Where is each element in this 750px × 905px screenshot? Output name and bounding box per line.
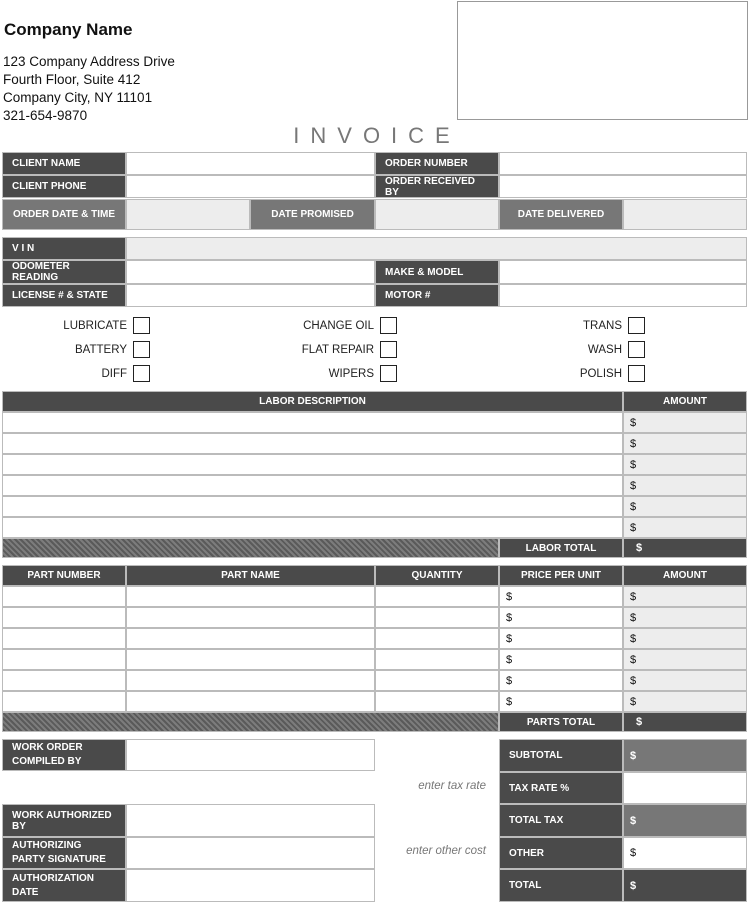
labor-description-cell[interactable] [2, 412, 623, 433]
part-number-cell[interactable] [2, 607, 126, 628]
license-state-field[interactable] [126, 284, 375, 307]
date-delivered-label: DATE DELIVERED [499, 199, 623, 230]
order-number-field[interactable] [499, 152, 747, 175]
labor-total-label: LABOR TOTAL [499, 538, 623, 558]
quantity-cell[interactable] [375, 691, 499, 712]
work-order-compiled-by-label: WORK ORDER COMPILED BY [2, 739, 126, 771]
service-battery[interactable] [20, 340, 150, 359]
order-received-by-label: ORDER RECEIVED BY [375, 175, 499, 198]
currency-symbol: $ [630, 416, 637, 429]
currency-symbol: $ [630, 632, 637, 645]
order-date-time-label: ORDER DATE & TIME [2, 199, 126, 230]
parts-amount-cell[interactable] [623, 628, 747, 649]
currency-symbol: $ [630, 749, 637, 762]
checkbox[interactable] [380, 317, 397, 334]
motor-label: MOTOR # [375, 284, 499, 307]
other-label: OTHER [499, 837, 623, 869]
service-label: LUBRICATE [63, 319, 127, 332]
parts-amount-header: AMOUNT [623, 565, 747, 586]
part-name-cell[interactable] [126, 691, 375, 712]
part-number-header: PART NUMBER [2, 565, 126, 586]
service-flat-repair[interactable] [240, 340, 397, 359]
labor-description-cell[interactable] [2, 454, 623, 475]
work-authorized-by-field[interactable] [126, 804, 375, 837]
labor-amount-cell[interactable] [623, 517, 747, 538]
currency-symbol: $ [630, 847, 637, 859]
part-name-cell[interactable] [126, 607, 375, 628]
part-name-cell[interactable] [126, 670, 375, 691]
company-name: Company Name [4, 20, 133, 39]
authorization-date-field[interactable] [126, 869, 375, 902]
part-name-header: PART NAME [126, 565, 375, 586]
currency-symbol: $ [506, 653, 513, 666]
currency-symbol: $ [630, 695, 637, 708]
labor-amount-cell[interactable] [623, 475, 747, 496]
company-address-line1: 123 Company Address Drive [3, 54, 175, 69]
checkbox[interactable] [133, 365, 150, 382]
client-name-field[interactable] [126, 152, 375, 175]
currency-symbol: $ [630, 879, 637, 892]
other-cost-input[interactable] [623, 837, 747, 869]
service-wash[interactable] [520, 340, 645, 359]
price-cell[interactable] [499, 691, 623, 712]
authorizing-signature-field[interactable] [126, 837, 375, 869]
service-label: BATTERY [75, 343, 127, 356]
part-number-cell[interactable] [2, 691, 126, 712]
part-name-cell[interactable] [126, 649, 375, 670]
odometer-field[interactable] [126, 260, 375, 284]
part-number-cell[interactable] [2, 670, 126, 691]
total-tax-value [623, 804, 747, 837]
currency-symbol: $ [630, 611, 637, 624]
parts-amount-cell[interactable] [623, 607, 747, 628]
checkbox[interactable] [133, 341, 150, 358]
labor-description-header: LABOR DESCRIPTION [2, 391, 623, 412]
currency-symbol: $ [506, 632, 513, 645]
parts-total-value [623, 712, 747, 732]
labor-hatch-fill [2, 538, 499, 558]
service-diff[interactable] [20, 364, 150, 383]
order-number-label: ORDER NUMBER [375, 152, 499, 175]
work-authorized-by-label: WORK AUTHORIZED BY [2, 804, 126, 837]
price-cell[interactable] [499, 670, 623, 691]
parts-amount-cell[interactable] [623, 649, 747, 670]
labor-amount-cell[interactable] [623, 433, 747, 454]
make-model-field[interactable] [499, 260, 747, 284]
parts-hatch-fill [2, 712, 499, 732]
tax-rate-hint: enter tax rate [418, 780, 486, 792]
part-name-cell[interactable] [126, 586, 375, 607]
tax-rate-label: TAX RATE % [499, 772, 623, 804]
service-label: WASH [587, 343, 622, 356]
quantity-header: QUANTITY [375, 565, 499, 586]
parts-amount-cell[interactable] [623, 691, 747, 712]
authorizing-signature-label: AUTHORIZING PARTY SIGNATURE [2, 837, 126, 869]
make-model-label: MAKE & MODEL [375, 260, 499, 284]
order-date-time-field[interactable] [126, 199, 250, 230]
service-label: CHANGE OIL [303, 319, 374, 332]
quantity-cell[interactable] [375, 607, 499, 628]
tax-rate-input[interactable] [623, 772, 747, 804]
checkbox[interactable] [133, 317, 150, 334]
currency-symbol: $ [630, 500, 637, 513]
labor-total-value [623, 538, 747, 558]
motor-field[interactable] [499, 284, 747, 307]
authorization-date-label: AUTHORIZATION DATE [2, 869, 126, 902]
quantity-cell[interactable] [375, 670, 499, 691]
service-label: POLISH [579, 367, 622, 380]
service-label: TRANS [583, 319, 622, 332]
currency-symbol: $ [630, 521, 637, 534]
service-label: DIFF [101, 367, 127, 380]
client-phone-field[interactable] [126, 175, 375, 198]
quantity-cell[interactable] [375, 649, 499, 670]
quantity-cell[interactable] [375, 586, 499, 607]
currency-symbol: $ [630, 814, 637, 827]
labor-description-cell[interactable] [2, 517, 623, 538]
parts-amount-cell[interactable] [623, 586, 747, 607]
total-value [623, 869, 747, 902]
price-cell[interactable] [499, 607, 623, 628]
vin-field[interactable] [126, 237, 747, 260]
client-phone-label: CLIENT PHONE [2, 175, 126, 198]
company-phone: 321-654-9870 [3, 108, 88, 123]
client-name-label: CLIENT NAME [2, 152, 126, 175]
invoice-title: INVOICE [293, 123, 461, 148]
part-name-cell[interactable] [126, 628, 375, 649]
labor-amount-cell[interactable] [623, 454, 747, 475]
labor-description-cell[interactable] [2, 496, 623, 517]
labor-amount-header: AMOUNT [623, 391, 747, 412]
total-tax-label: TOTAL TAX [499, 804, 623, 837]
currency-symbol: $ [636, 542, 643, 554]
currency-symbol: $ [506, 695, 513, 708]
currency-symbol: $ [630, 590, 637, 603]
service-label: FLAT REPAIR [301, 343, 374, 356]
service-polish[interactable] [520, 364, 645, 383]
part-number-cell[interactable] [2, 649, 126, 670]
checkbox[interactable] [628, 341, 645, 358]
price-cell[interactable] [499, 628, 623, 649]
logo-placeholder[interactable] [457, 1, 748, 120]
parts-total-label: PARTS TOTAL [499, 712, 623, 732]
currency-symbol: $ [506, 590, 513, 603]
date-delivered-field[interactable] [623, 199, 747, 230]
checkbox[interactable] [380, 365, 397, 382]
subtotal-value [623, 739, 747, 772]
currency-symbol: $ [630, 653, 637, 666]
part-number-cell[interactable] [2, 628, 126, 649]
service-lubricate[interactable] [20, 316, 150, 335]
quantity-cell[interactable] [375, 628, 499, 649]
currency-symbol: $ [506, 611, 513, 624]
part-number-cell[interactable] [2, 586, 126, 607]
checkbox[interactable] [628, 365, 645, 382]
labor-description-cell[interactable] [2, 475, 623, 496]
company-address-line3: Company City, NY 11101 [3, 90, 153, 105]
labor-description-cell[interactable] [2, 433, 623, 454]
checkbox[interactable] [628, 317, 645, 334]
currency-symbol: $ [630, 458, 637, 471]
date-promised-label: DATE PROMISED [250, 199, 375, 230]
price-cell[interactable] [499, 586, 623, 607]
work-order-compiled-by-field[interactable] [126, 739, 375, 771]
currency-symbol: $ [630, 674, 637, 687]
total-label: TOTAL [499, 869, 623, 902]
price-per-unit-header: PRICE PER UNIT [499, 565, 623, 586]
odometer-label: ODOMETER READING [2, 260, 126, 284]
other-cost-hint: enter other cost [406, 845, 486, 857]
service-label: WIPERS [328, 367, 374, 380]
price-cell[interactable] [499, 649, 623, 670]
checkbox[interactable] [380, 341, 397, 358]
order-received-by-field[interactable] [499, 175, 747, 198]
parts-amount-cell[interactable] [623, 670, 747, 691]
currency-symbol: $ [630, 479, 637, 492]
currency-symbol: $ [630, 437, 637, 450]
vin-label: V I N [2, 237, 126, 260]
date-promised-field[interactable] [375, 199, 499, 230]
currency-symbol: $ [506, 674, 513, 687]
subtotal-label: SUBTOTAL [499, 739, 623, 772]
service-wipers[interactable] [240, 364, 397, 383]
company-address-line2: Fourth Floor, Suite 412 [3, 72, 141, 87]
labor-amount-cell[interactable] [623, 412, 747, 433]
labor-amount-cell[interactable] [623, 496, 747, 517]
service-change-oil[interactable] [240, 316, 397, 335]
service-trans[interactable] [520, 316, 645, 335]
currency-symbol: $ [636, 716, 643, 728]
license-state-label: LICENSE # & STATE [2, 284, 126, 307]
